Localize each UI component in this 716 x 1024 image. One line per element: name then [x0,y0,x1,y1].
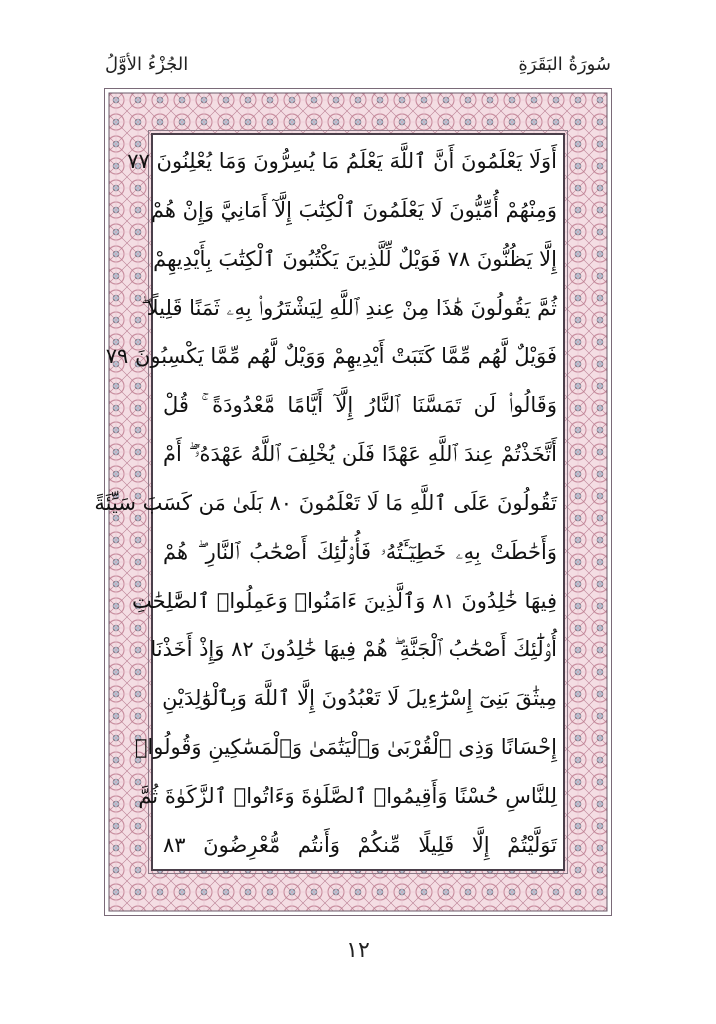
surah-title: سُورَةُ البَقَرَةِ [518,54,611,75]
text-line: تَوَلَّيْتُمْ إِلَّا قَلِيلًا مِّنكُمْ وَأَنتُم مُّعْرِضُونَ ٨٣ [163,832,557,857]
page-frame [94,88,612,916]
text-line: وَمِنْهُمْ أُمِّيُّونَ لَا يَعْلَمُونَ ٱلْكِتَٰبَ إِلَّآ أَمَانِيَّ وَإِنْ هُمْ [150,197,557,222]
text-line: فَوَيْلٌ لَّهُم مِّمَّا كَتَبَتْ أَيْدِيهِمْ وَوَيْلٌ لَّهُم مِّمَّا يَكْسِبُونَ ٧٩ [105,344,557,369]
text-line: أَوَلَا يَعْلَمُونَ أَنَّ ٱللَّهَ يَعْلَمُ مَا يُسِرُّونَ وَمَا يُعْلِنُونَ ٧٧ [127,149,557,173]
page-header [105,50,611,90]
text-line: إِلَّا يَظُنُّونَ ٧٨ فَوَيْلٌ لِّلَّذِينَ يَكْتُبُونَ ٱلْكِتَٰبَ بِأَيْدِيهِمْ [153,246,557,271]
text-line: مِيثَٰقَ بَنِىٓ إِسْرَٰٓءِيلَ لَا تَعْبُدُونَ إِلَّا ٱللَّهَ وَبِٱلْوَٰلِدَيْنِ [162,686,557,711]
text-line: أُو۟لَٰٓئِكَ أَصْحَٰبُ ٱلْجَنَّةِ ۖ هُمْ فِيهَا خَٰلِدُونَ ٨٢ وَإِذْ أَخَذْنَا [150,637,557,662]
text-line: إِحْسَانًا وَذِى ٱلْقُرْبَىٰ وَٱلْيَتَٰمَىٰ وَٱلْمَسَٰكِينِ وَقُولُوا۟ [134,735,557,760]
verse-lines [94,143,557,863]
text-line: وَقَالُوا۟ لَن تَمَسَّنَا ٱلنَّارُ إِلَّآ أَيَّامًا مَّعْدُودَةً ۚ قُلْ [163,393,557,418]
juz-label: الجُزْءُ الأوَّلُ [105,54,189,75]
text-line: أَتَّخَذْتُمْ عِندَ ٱللَّهِ عَهْدًا فَلَن يُخْلِفَ ٱللَّهُ عَهْدَهُۥٓ ۖ أَمْ [163,442,557,467]
text-area [94,133,565,871]
text-line: وَأَحَٰطَتْ بِهِۦ خَطِيٓـَٔتُهُۥ فَأُو۟لَٰٓئِكَ أَصْحَٰبُ ٱلنَّارِ ۖ هُمْ [163,539,557,564]
text-line: لِلنَّاسِ حُسْنًا وَأَقِيمُوا۟ ٱلصَّلَوٰةَ وَءَاتُوا۟ ٱلزَّكَوٰةَ ثُمَّ [138,783,557,808]
page-number: ١٢ [346,938,370,963]
text-line: فِيهَا خَٰلِدُونَ ٨١ وَٱلَّذِينَ ءَامَنُوا۟ وَعَمِلُوا۟ ٱلصَّٰلِحَٰتِ [132,588,557,613]
text-line: تَقُولُونَ عَلَى ٱللَّهِ مَا لَا تَعْلَمُونَ ٨٠ بَلَىٰ مَن كَسَبَ سَيِّئَةً [94,490,557,515]
text-line: ثُمَّ يَقُولُونَ هَٰذَا مِنْ عِندِ ٱللَّهِ لِيَشْتَرُوا۟ بِهِۦ ثَمَنًا قَلِيلًا ۖ [141,295,557,320]
